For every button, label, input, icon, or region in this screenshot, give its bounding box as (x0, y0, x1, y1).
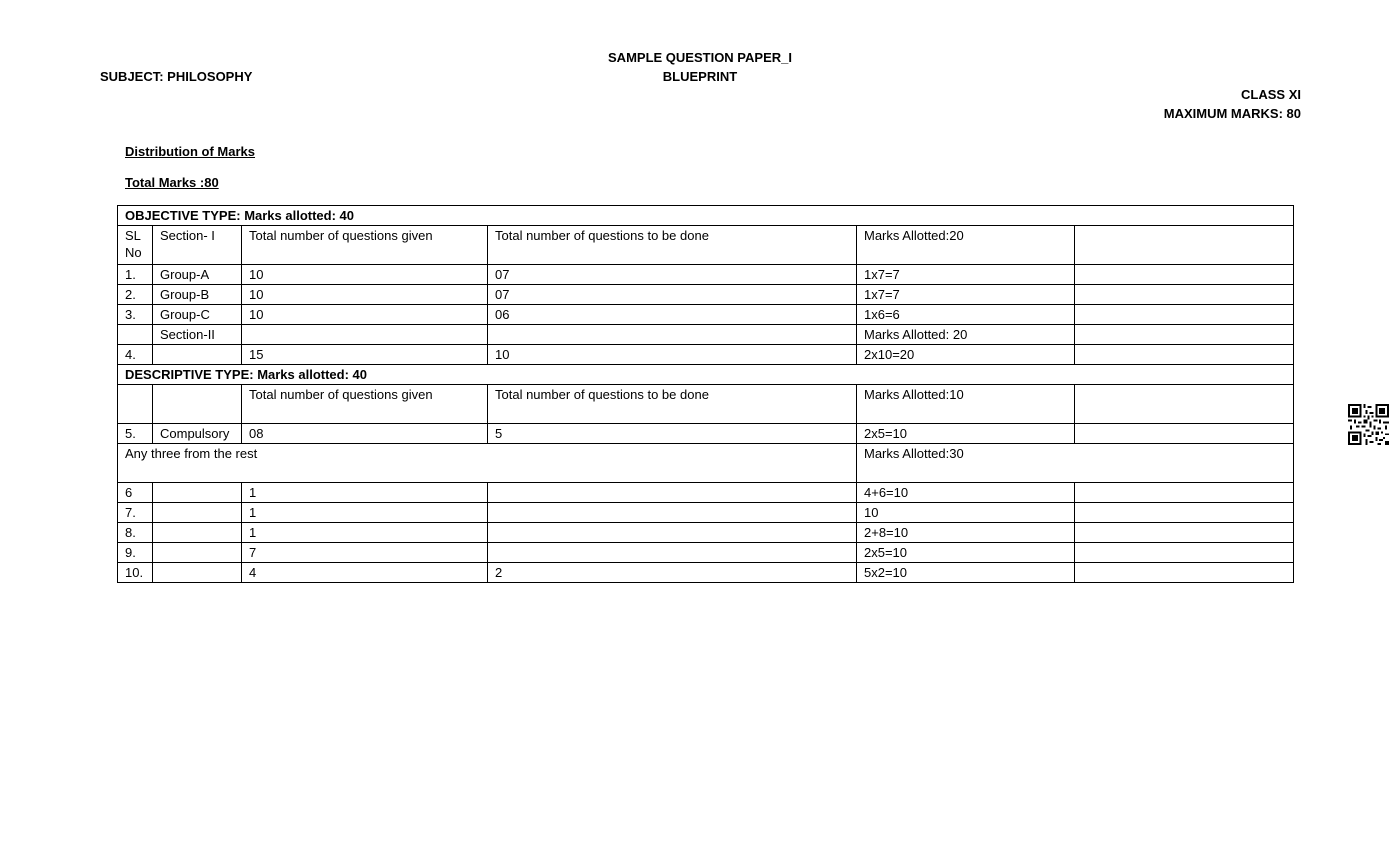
table-row (118, 345, 1294, 365)
cell-given: 10 (242, 285, 488, 305)
table-row (118, 424, 1294, 444)
empty-cell (1075, 305, 1294, 325)
empty-cell (1075, 285, 1294, 305)
cell-marks: 2+8=10 (857, 523, 1075, 543)
cell-given: 1 (242, 503, 488, 523)
descriptive-title-row (118, 365, 1294, 385)
empty-cell (1075, 543, 1294, 563)
cell-done: 06 (488, 305, 857, 325)
cell-marks: 2x10=20 (857, 345, 1075, 365)
cell-given: 10 (242, 265, 488, 285)
cell-sl: 1. (118, 265, 153, 285)
empty-cell (1075, 563, 1294, 583)
empty-cell (1075, 424, 1294, 444)
cell-done (488, 523, 857, 543)
distribution-heading: Distribution of Marks (125, 144, 256, 159)
cell-section (153, 543, 242, 563)
empty-cell (1075, 483, 1294, 503)
cell-marks: 1x6=6 (857, 305, 1075, 325)
cell-marks: 10 (857, 503, 1075, 523)
cell-done: 2 (488, 563, 857, 583)
section2-row (118, 325, 1294, 345)
objective-title: OBJECTIVE TYPE: Marks allotted: 40 (118, 206, 1294, 226)
descriptive-header-row (118, 385, 1294, 424)
paper-title: SAMPLE QUESTION PAPER_I (608, 50, 792, 65)
col-questions-done: Total number of questions to be done (488, 226, 857, 265)
section2-label: Section-II (153, 325, 242, 345)
paper-subtitle: BLUEPRINT (662, 69, 738, 84)
cell-given: 1 (242, 483, 488, 503)
subject-label: SUBJECT: PHILOSOPHY (100, 69, 253, 84)
cell-given: 15 (242, 345, 488, 365)
col-section: Section- I (153, 226, 242, 265)
cell-sl: 6 (118, 483, 153, 503)
empty-cell (1075, 265, 1294, 285)
empty-cell (488, 325, 857, 345)
section2-marks: Marks Allotted: 20 (857, 325, 1075, 345)
empty-cell (1075, 523, 1294, 543)
cell-given: 1 (242, 523, 488, 543)
table-row (118, 503, 1294, 523)
cell-section: Group-A (153, 265, 242, 285)
cell-done: 10 (488, 345, 857, 365)
empty-cell (1075, 503, 1294, 523)
class-label: CLASS XI (1241, 87, 1301, 102)
empty-cell (1075, 325, 1294, 345)
cell-sl: 7. (118, 503, 153, 523)
cell-given: 10 (242, 305, 488, 325)
qr-code-icon (1348, 404, 1389, 445)
objective-header-row (118, 226, 1294, 265)
cell-section (153, 503, 242, 523)
cell-marks: 1x7=7 (857, 285, 1075, 305)
table-row (118, 265, 1294, 285)
cell-section: Group-C (153, 305, 242, 325)
table-row (118, 523, 1294, 543)
cell-done (488, 483, 857, 503)
cell-section (153, 563, 242, 583)
descriptive-title: DESCRIPTIVE TYPE: Marks allotted: 40 (118, 365, 1294, 385)
cell-marks: 2x5=10 (857, 543, 1075, 563)
cell-marks: 2x5=10 (857, 424, 1075, 444)
col-questions-given: Total number of questions given (242, 385, 488, 424)
cell-section (153, 523, 242, 543)
col-marks-allotted: Marks Allotted:10 (857, 385, 1075, 424)
cell-sl: 10. (118, 563, 153, 583)
empty-cell (1075, 385, 1294, 424)
cell-sl: 3. (118, 305, 153, 325)
table-row (118, 483, 1294, 503)
rest-marks: Marks Allotted:30 (857, 444, 1294, 483)
total-marks-heading: Total Marks :80 (125, 175, 219, 190)
col-marks-allotted: Marks Allotted:20 (857, 226, 1075, 265)
cell-sl: 5. (118, 424, 153, 444)
col-sl-no: SL No (118, 226, 153, 265)
empty-cell (1075, 345, 1294, 365)
empty-cell (242, 325, 488, 345)
col-questions-done: Total number of questions to be done (488, 385, 857, 424)
cell-given: 4 (242, 563, 488, 583)
cell-marks: 5x2=10 (857, 563, 1075, 583)
cell-done: 5 (488, 424, 857, 444)
cell-done: 07 (488, 265, 857, 285)
blueprint-table (117, 205, 1294, 583)
cell-given: 08 (242, 424, 488, 444)
table-row (118, 563, 1294, 583)
cell-done: 07 (488, 285, 857, 305)
table-row (118, 305, 1294, 325)
rest-label: Any three from the rest (118, 444, 857, 483)
empty-cell (1075, 226, 1294, 265)
objective-title-row (118, 206, 1294, 226)
cell-done (488, 503, 857, 523)
empty-cell (118, 385, 153, 424)
cell-marks: 4+6=10 (857, 483, 1075, 503)
cell-sl: 9. (118, 543, 153, 563)
table-row (118, 285, 1294, 305)
cell-sl: 8. (118, 523, 153, 543)
empty-cell (153, 385, 242, 424)
max-marks-label: MAXIMUM MARKS: 80 (1163, 106, 1301, 121)
cell-given: 7 (242, 543, 488, 563)
table-row (118, 543, 1294, 563)
cell-sl: 4. (118, 345, 153, 365)
cell-section: Compulsory (153, 424, 242, 444)
cell-section: Group-B (153, 285, 242, 305)
col-questions-given: Total number of questions given (242, 226, 488, 265)
cell-marks: 1x7=7 (857, 265, 1075, 285)
cell-section (153, 483, 242, 503)
empty-cell (118, 325, 153, 345)
rest-row (118, 444, 1294, 483)
cell-done (488, 543, 857, 563)
cell-sl: 2. (118, 285, 153, 305)
cell-section (153, 345, 242, 365)
